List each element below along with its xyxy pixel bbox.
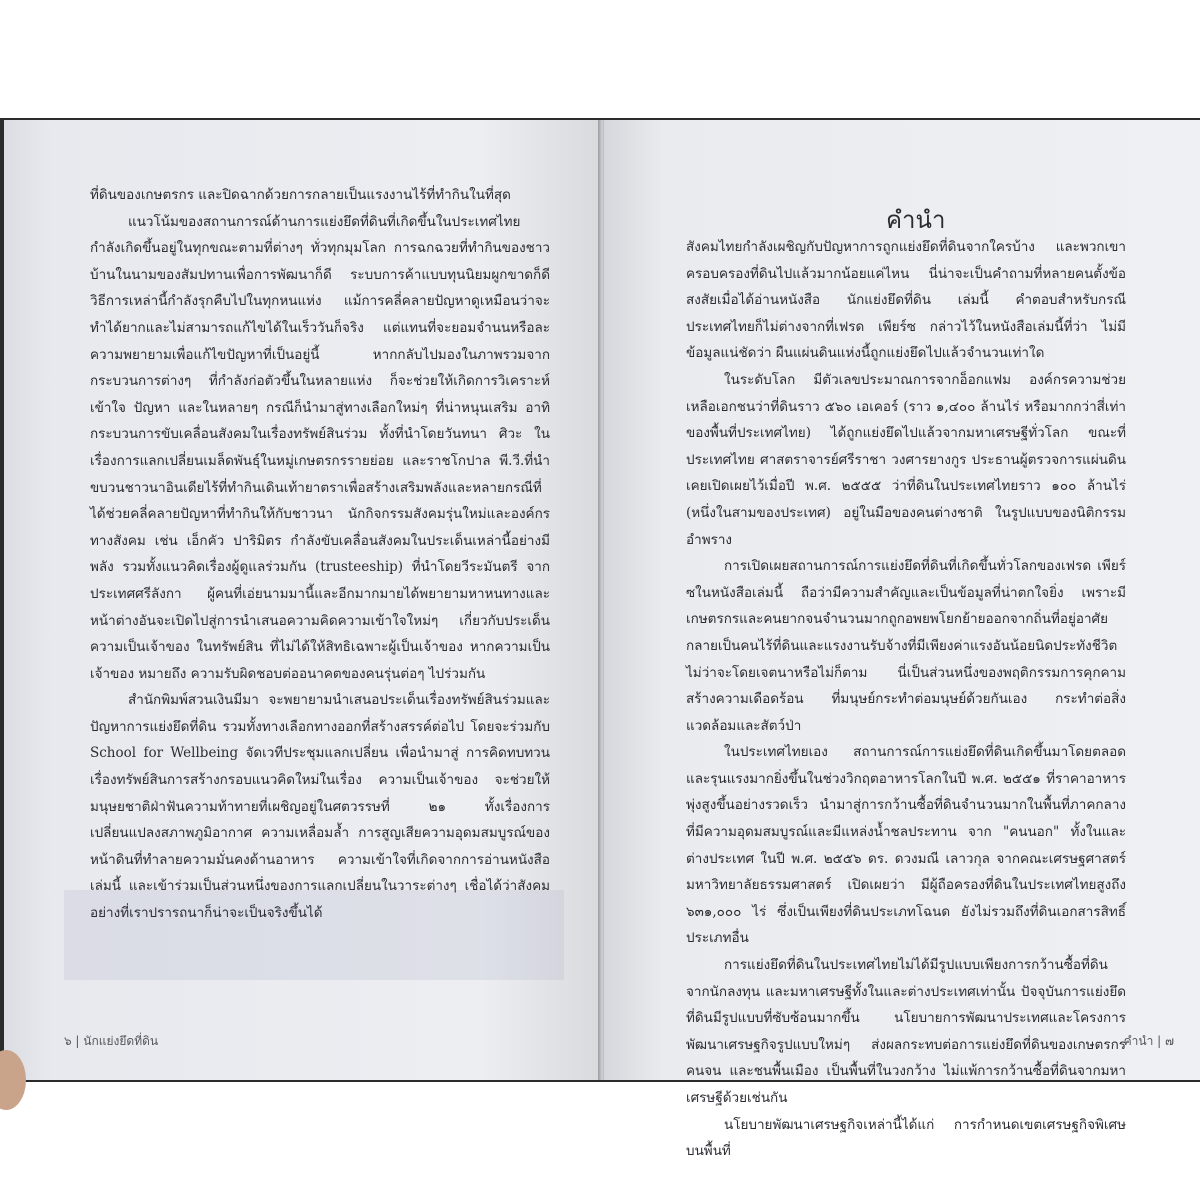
left-page-body (90, 182, 550, 927)
left-paragraph-3: สำนักพิมพ์สวนเงินมีมา จะพยายามนำเสนอประเด็นเรื่องทรัพย์สินร่วมและปัญหาการแย่งยึดที่ดิน รวมทั้งทางเลือกทางออกที่สร้างสรรค์ต่อไป โดยจะร่วมกับ School for Wellbeing จัดเวทีประชุมแลกเปลี่ยน เพื่อนำมาสู่ การคิดทบทวนเรื่องทรัพย์สินการสร้างกรอบแนวคิดใหม่ในเรื่อง ความเป็นเจ้าของ จะช่วยให้มนุษยชาติฝ่าฟันความท้าทายที่เผชิญอยู่ในศตวรรษที่ ๒๑ ทั้งเรื่องการเปลี่ยนแปลงสภาพภูมิอากาศ ความเหลื่อมล้ำ การสูญเสียความอุดมสมบูรณ์ของหน้าดินที่ทำลายความมั่นคงด้านอาหาร ความเข้าใจที่เกิดจากการอ่านหนังสือเล่มนี้ และเข้าร่วมเป็นส่วนหนึ่งของการแลกเปลี่ยนในวาระต่างๆ เชื่อได้ว่าสังคมอย่างที่เราปรารถนาก็น่าจะเป็นจริงขึ้นได้ (90, 692, 550, 922)
left-paragraph-2: แนวโน้มของสถานการณ์ด้านการแย่งยึดที่ดินที่เกิดขึ้นในประเทศไทย กำลังเกิดขึ้นอยู่ในทุกขณะตามที่ต่างๆ ทั่วทุกมุมโลก การฉกฉวยที่ทำกินของชาวบ้านในนามของสัมปทานเพื่อการพัฒนาก็ดี ระบบการค้าแบบทุนนิยมผูกขาดก็ดี วิธีการเหล่านี้กำลังรุกคืบไปในทุกหนแห่ง แม้การคลี่คลายปัญหาดูเหมือนว่าจะทำได้ยากและไม่สามารถแก้ไขได้ในเร็ววันก็จริง แต่แทนที่จะยอมจำนนหรือละความพยายามเพื่อแก้ไขปัญหาที่เป็นอยู่นี้ หากกลับไปมองในภาพรวมจากกระบวนการต่างๆ ที่กำลังก่อตัวขึ้นในหลายแห่ง ก็จะช่วยให้เกิดการวิเคราะห์เข้าใจ ปัญหา และในหลายๆ กรณีก็นำมาสู่ทางเลือกใหม่ๆ ที่น่าหนุนเสริม อาทิ กระบวนการขับเคลื่อนสังคมในเรื่องทรัพย์สินร่วม ทั้งที่นำโดยวันทนา ศิวะ ในเรื่องการแลกเปลี่ยนเมล็ดพันธุ์ในหมู่เกษตรกรรายย่อย และราชโกปาล พี.วี.ที่นำขบวนชาวนาอินเดียไร้ที่ทำกินเดินเท้ายาตราเพื่อสร้างเสริมพลังและหลายกรณีที่ได้ช่วยคลี่คลายปัญหาที่ทำกินให้กับชาวนา นักกิจกรรมสังคมรุ่นใหม่และองค์กรทางสังคม เช่น เอ็กคัว ปาริมิตร กำลังขับเคลื่อนสังคมในประเด็นเหล่านี้อย่างมีพลัง รวมทั้งแนวคิดเรื่องผู้ดูแลร่วมกัน (trusteeship) ที่นำโดยวีระมันตรี จากประเทศศรีลังกา ผู้คนที่เอ่ยนามมานี้และอีกมากมายได้พยายามหาหนทางและหน้าต่างอันจะเปิดไปสู่การนำเสนอความคิดความเข้าใจใหม่ๆ เกี่ยวกับประเด็น ความเป็นเจ้าของ ในทรัพย์สิน ที่ไม่ได้ให้สิทธิเฉพาะผู้เป็นเจ้าของ หากความเป็นเจ้าของ หมายถึง ความรับผิดชอบต่ออนาคตของคนรุ่นต่อๆ ไปร่วมกัน (90, 213, 550, 682)
right-paragraph-2: ในระดับโลก มีตัวเลขประมาณการจากอ็อกแฟม องค์กรความช่วยเหลือเอกชนว่าที่ดินราว ๕๖๐ เอเคอร์ (ราว ๑,๔๐๐ ล้านไร่ หรือมากกว่าสี่เท่าของพื้นที่ประเทศไทย) ได้ถูกแย่งยึดไปแล้วจากมหาเศรษฐีทั่วโลก ขณะที่ประเทศไทย ศาสตราจารย์ศรีราชา วงศารยางกูร ประธานผู้ตรวจการแผ่นดินเคยเปิดเผยไว้เมื่อปี พ.ศ. ๒๕๕๕ ว่าที่ดินในประเทศไทยราว ๑๐๐ ล้านไร่ (หนึ่งในสามของประเทศ) อยู่ในมือของคนต่างชาติ ในรูปแบบของนิติกรรมอำพราง (686, 371, 1126, 548)
right-paragraph-5: การแย่งยึดที่ดินในประเทศไทยไม่ได้มีรูปแบบเพียงการกว้านซื้อที่ดินจากนักลงทุน และมหาเศรษฐีทั้งในและต่างประเทศเท่านั้น ปัจจุบันการแย่งยึดที่ดินมีรูปแบบที่ซับซ้อนมากขึ้น นโยบายการพัฒนาประเทศและโครงการพัฒนาเศรษฐกิจรูปแบบใหม่ๆ ส่งผลกระทบต่อการแย่งยึดที่ดินของเกษตรกร คนจน และชนพื้นเมือง เป็นพื้นที่ในวงกว้าง ไม่แพ้การกว้านซื้อที่ดินจากมหาเศรษฐีด้วยเช่นกัน (686, 957, 1126, 1106)
right-page-footer: คำนำ | ๗ (1123, 1034, 1174, 1048)
right-paragraph-6: นโยบายพัฒนาเศรษฐกิจเหล่านี้ได้แก่ การกำหนดเขตเศรษฐกิจพิเศษบนพื้นที่ (686, 1116, 1126, 1160)
chapter-title: คำนำ (886, 206, 946, 234)
left-page (4, 120, 600, 1080)
right-paragraph-3: การเปิดเผยสถานการณ์การแย่งยึดที่ดินที่เกิดขึ้นทั่วโลกของเฟรด เพียร์ซในหนังสือเล่มนี้ ถือว่ามีความสำคัญและเป็นข้อมูลที่น่าตกใจยิ่ง เพราะมีเกษตรกรและคนยากจนจำนวนมากถูกอพยพโยกย้ายออกจากถิ่นที่อยู่อาศัย กลายเป็นคนไร้ที่ดินและแรงงานรับจ้างที่มีเพียงค่าแรงอันน้อยนิดประทังชีวิต ไม่ว่าจะโดยเจตนาหรือไม่ก็ตาม นี่เป็นส่วนหนึ่งของพฤติกรรมการคุกคาม สร้างความเดือดร้อน ที่มนุษย์กระทำต่อมนุษย์ด้วยกันเอง กระทำต่อสิ่งแวดล้อมและสัตว์ป่า (686, 558, 1126, 734)
right-paragraph-1: สังคมไทยกำลังเผชิญกับปัญหาการถูกแย่งยึดที่ดินจากใครบ้าง และพวกเขาครอบครองที่ดินไปแล้วมากน้อยแค่ไหน นี่น่าจะเป็นคำถามที่หลายคนตั้งข้อสงสัยเมื่อได้อ่านหนังสือ นักแย่งยึดที่ดิน เล่มนี้ คำตอบสำหรับกรณีประเทศไทยก็ไม่ต่างจากที่เฟรด เพียร์ซ กล่าวไว้ในหนังสือเล่มนี้ที่ว่า ไม่มีข้อมูลแน่ชัดว่า ผืนแผ่นดินแห่งนี้ถูกแย่งยึดไปแล้วจำนวนเท่าใด (686, 239, 1126, 362)
left-page-footer: ๖ | นักแย่งยึดที่ดิน (64, 1034, 159, 1048)
right-page (604, 120, 1200, 1160)
right-paragraph-4: ในประเทศไทยเอง สถานการณ์การแย่งยึดที่ดินเกิดขึ้นมาโดยตลอด และรุนแรงมากยิ่งขึ้นในช่วงวิกฤตอาหารโลกในปี พ.ศ. ๒๕๕๑ ที่ราคาอาหารพุ่งสูงขึ้นอย่างรวดเร็ว นำมาสู่การกว้านซื้อที่ดินจำนวนมากในพื้นที่ภาคกลาง ที่มีความอุดมสมบูรณ์และมีแหล่งน้ำชลประทาน จาก "คนนอก" ทั้งในและต่างประเทศ ในปี พ.ศ. ๒๕๕๖ ดร. ดวงมณี เลาวกุล จากคณะเศรษฐศาสตร์ มหาวิทยาลัยธรรมศาสตร์ เปิดเผยว่า มีผู้ถือครองที่ดินในประเทศไทยสูงถึง ๖๓๑,๐๐๐ ไร่ ซึ่งเป็นเพียงที่ดินประเภทโฉนด ยังไม่รวมถึงที่ดินเอกสารสิทธิ์ประเภทอื่น (686, 744, 1126, 947)
left-paragraph-1: ที่ดินของเกษตรกร และปิดฉากด้วยการกลายเป็นแรงงานไร้ที่ทำกินในที่สุด (90, 187, 511, 203)
right-page-body (686, 234, 1126, 1165)
